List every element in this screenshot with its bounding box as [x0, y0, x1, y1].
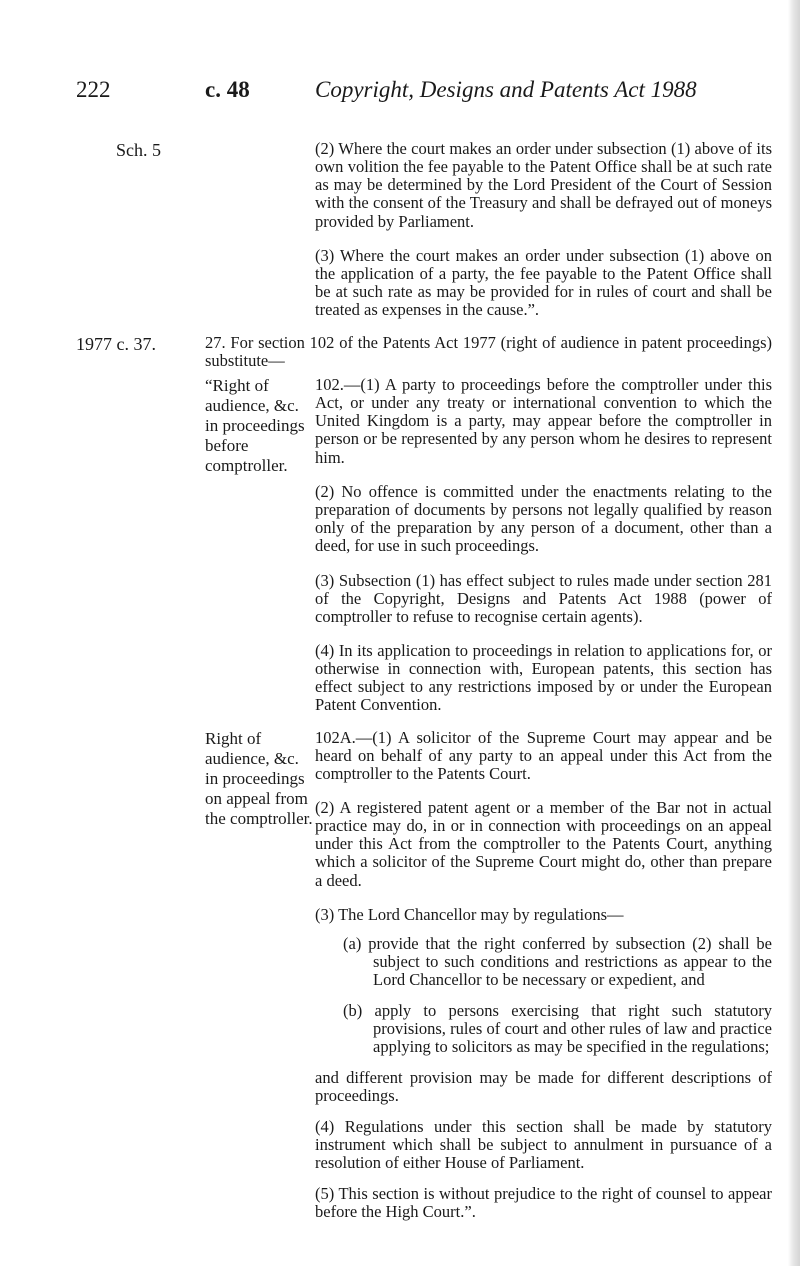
paragraph-102a-4: (4) Regulations under this section shall be made by statutory instrument which shall be subject to annulment in pursuance of a resolution of either House of Parliament.	[315, 1117, 772, 1173]
paragraph-subsection-3: (3) Where the court makes an order under subsection (1) above on the application of a party, the fee payable to the Patent Office shall be at such rate as may be provided for in rules of court and shall be treated as expenses in the cause.”.	[315, 246, 772, 320]
paragraph-102-4: (4) In its application to proceedings in relation to applications for, or otherwise in connection with, European patents, this section has effect subject to any restrictions imposed by or under the European Patent Convention.	[315, 641, 772, 715]
paragraph-102a-1: 102A.—(1) A solicitor of the Supreme Court may appear and be heard on behalf of any party to an appeal under this Act from the comptroller to the Patents Court.	[315, 728, 772, 784]
paragraph-102-1: 102.—(1) A party to proceedings before the comptroller under this Act, or under any treaty or international convention to which the United Kingdom is a party, may appear before the comptroller in person or be represented by any person whom he desires to represent him.	[315, 375, 772, 467]
page-number: 222	[76, 77, 111, 102]
page-edge-shadow	[788, 0, 800, 1266]
paragraph-102a-3-b: (b) apply to persons exercising that right such statutory provisions, rules of court and other rules of law and practice applying to solicitors as may be specified in the regulations;	[343, 1001, 772, 1057]
paragraph-102a-3-a: (a) provide that the right conferred by subsection (2) shall be subject to such conditions and restrictions as appear to the Lord Chancellor to be necessary or expedient, and	[343, 934, 772, 990]
paragraph-subsection-2: (2) Where the court makes an order under subsection (1) above of its own volition the fee payable to the Patent Office shall be at such rate as may be determined by the Lord President of the Court of Session with the consent of the Treasury and shall be defrayed out of moneys provided by Parliament.	[315, 139, 772, 231]
paragraph-102a-5: (5) This section is without prejudice to the right of counsel to appear before the High Court.”.	[315, 1184, 772, 1222]
statute-reference: 1977 c. 37.	[76, 334, 156, 354]
paragraph-102a-2: (2) A registered patent agent or a member of the Bar not in actual practice may do, in or in connection with proceedings on an appeal under this Act from the comptroller to the Patents Court, anything which a solicitor of the Supreme Court might do, other than prepare a deed.	[315, 798, 772, 890]
side-note-comptroller: “Right of audience, &c. in proceedings before comptroller.	[205, 376, 305, 475]
paragraph-102a-3: (3) The Lord Chancellor may by regulations—	[315, 905, 624, 924]
running-title: Copyright, Designs and Patents Act 1988	[315, 77, 697, 102]
chapter-number: c. 48	[205, 77, 250, 102]
paragraph-102-3: (3) Subsection (1) has effect subject to rules made under section 281 of the Copyright, Designs and Patents Act 1988 (power of comptroller to refuse to recognise certain agents).	[315, 571, 772, 627]
paragraph-102-2: (2) No offence is committed under the enactments relating to the preparation of documents by persons not legally qualified by reason only of the preparation by any person of a document, other than a deed, for use in such proceedings.	[315, 482, 772, 556]
paragraph-section-27: 27. For section 102 of the Patents Act 1977 (right of audience in patent proceedings) substitute—	[205, 333, 772, 371]
side-note-appeal: Right of audience, &c. in proceedings on appeal from the comptroller.	[205, 729, 313, 828]
paragraph-102a-3-tail: and different provision may be made for different descriptions of proceedings.	[315, 1068, 772, 1106]
schedule-label: Sch. 5	[116, 140, 161, 160]
